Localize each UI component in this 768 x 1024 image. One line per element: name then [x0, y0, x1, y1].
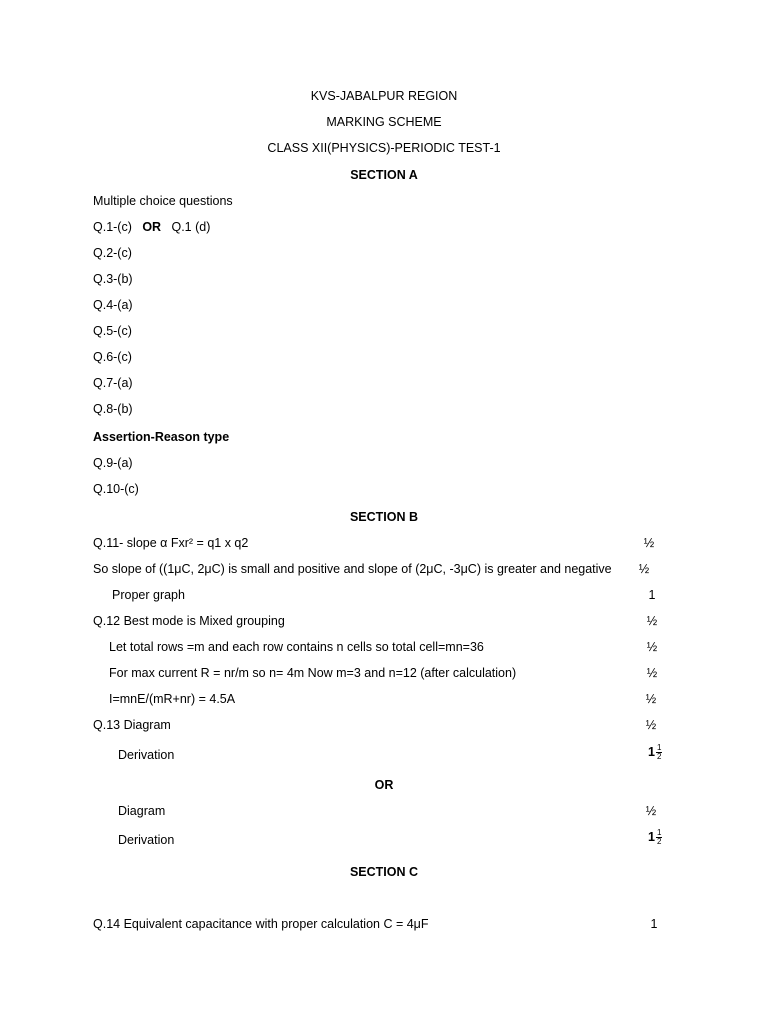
q1-answer [93, 219, 210, 235]
q11-graph-line: Proper graph [112, 588, 185, 602]
q13-diagram-marks: ½ [645, 718, 657, 732]
q12-line: Q.12 Best mode is Mixed grouping [93, 614, 285, 628]
header-class: CLASS XII(PHYSICS)-PERIODIC TEST-1 [267, 141, 501, 155]
mixed-whole: 1 [648, 745, 655, 759]
section-a-title: SECTION A [350, 168, 418, 182]
fraction [656, 744, 662, 761]
section-b-title: SECTION B [349, 510, 419, 524]
fraction-numerator: 1 [656, 743, 662, 753]
q11-slope-marks: ½ [638, 562, 650, 576]
alt-derivation-line: Derivation [118, 833, 175, 847]
mcq-heading: Multiple choice questions [93, 194, 233, 208]
q12-rows-line: Let total rows =m and each row contains n cells so total cell=mn=36 [109, 640, 484, 654]
fraction [656, 829, 662, 846]
q13-derivation-marks [648, 744, 662, 761]
answer-q3: Q.3-(b) [93, 272, 133, 286]
fraction-numerator: 1 [656, 828, 662, 838]
or-divider: OR [374, 778, 394, 792]
q1-option-a: Q.1-(c) [93, 220, 132, 234]
q1-option-b: Q.1 (d) [171, 220, 211, 234]
answer-q8: Q.8-(b) [93, 402, 133, 416]
q12-rows-marks: ½ [646, 640, 658, 654]
q12-marks: ½ [646, 614, 658, 628]
answer-q7: Q.7-(a) [93, 376, 133, 390]
q11-graph-marks: 1 [648, 588, 656, 602]
answer-q10: Q.10-(c) [93, 482, 139, 496]
alt-derivation-marks [648, 829, 662, 846]
q12-current-marks: ½ [646, 666, 658, 680]
alt-diagram-marks: ½ [645, 804, 657, 818]
mixed-whole: 1 [648, 830, 655, 844]
header-doc-title: MARKING SCHEME [326, 115, 442, 129]
alt-diagram-line: Diagram [118, 804, 166, 818]
answer-q4: Q.4-(a) [93, 298, 133, 312]
q12-current-line: For max current R = nr/m so n= 4m Now m=3 and n=12 (after calculation) [109, 666, 517, 680]
fraction-denominator: 2 [656, 752, 662, 762]
header-region: KVS-JABALPUR REGION [310, 89, 458, 103]
q11-marks: ½ [643, 536, 655, 550]
q11-slope-line: So slope of ((1μC, 2μC) is small and positive and slope of (2μC, -3μC) is greater and negative [93, 562, 612, 576]
answer-q6: Q.6-(c) [93, 350, 132, 364]
section-c-title: SECTION C [349, 865, 419, 879]
q14-line: Q.14 Equivalent capacitance with proper calculation C = 4μF [93, 917, 429, 931]
answer-q9: Q.9-(a) [93, 456, 133, 470]
q12-result-line: I=mnE/(mR+nr) = 4.5A [109, 692, 236, 706]
answer-q2: Q.2-(c) [93, 246, 132, 260]
q13-diagram-line: Q.13 Diagram [93, 718, 171, 732]
answer-q5: Q.5-(c) [93, 324, 132, 338]
q14-marks: 1 [650, 917, 658, 931]
q1-or: OR [142, 220, 162, 234]
q13-derivation-line: Derivation [118, 748, 175, 762]
fraction-denominator: 2 [656, 837, 662, 847]
q12-result-marks: ½ [645, 692, 657, 706]
assertion-reason-heading: Assertion-Reason type [93, 430, 230, 444]
q11-line: Q.11- slope α Fxr² = q1 x q2 [93, 536, 249, 550]
